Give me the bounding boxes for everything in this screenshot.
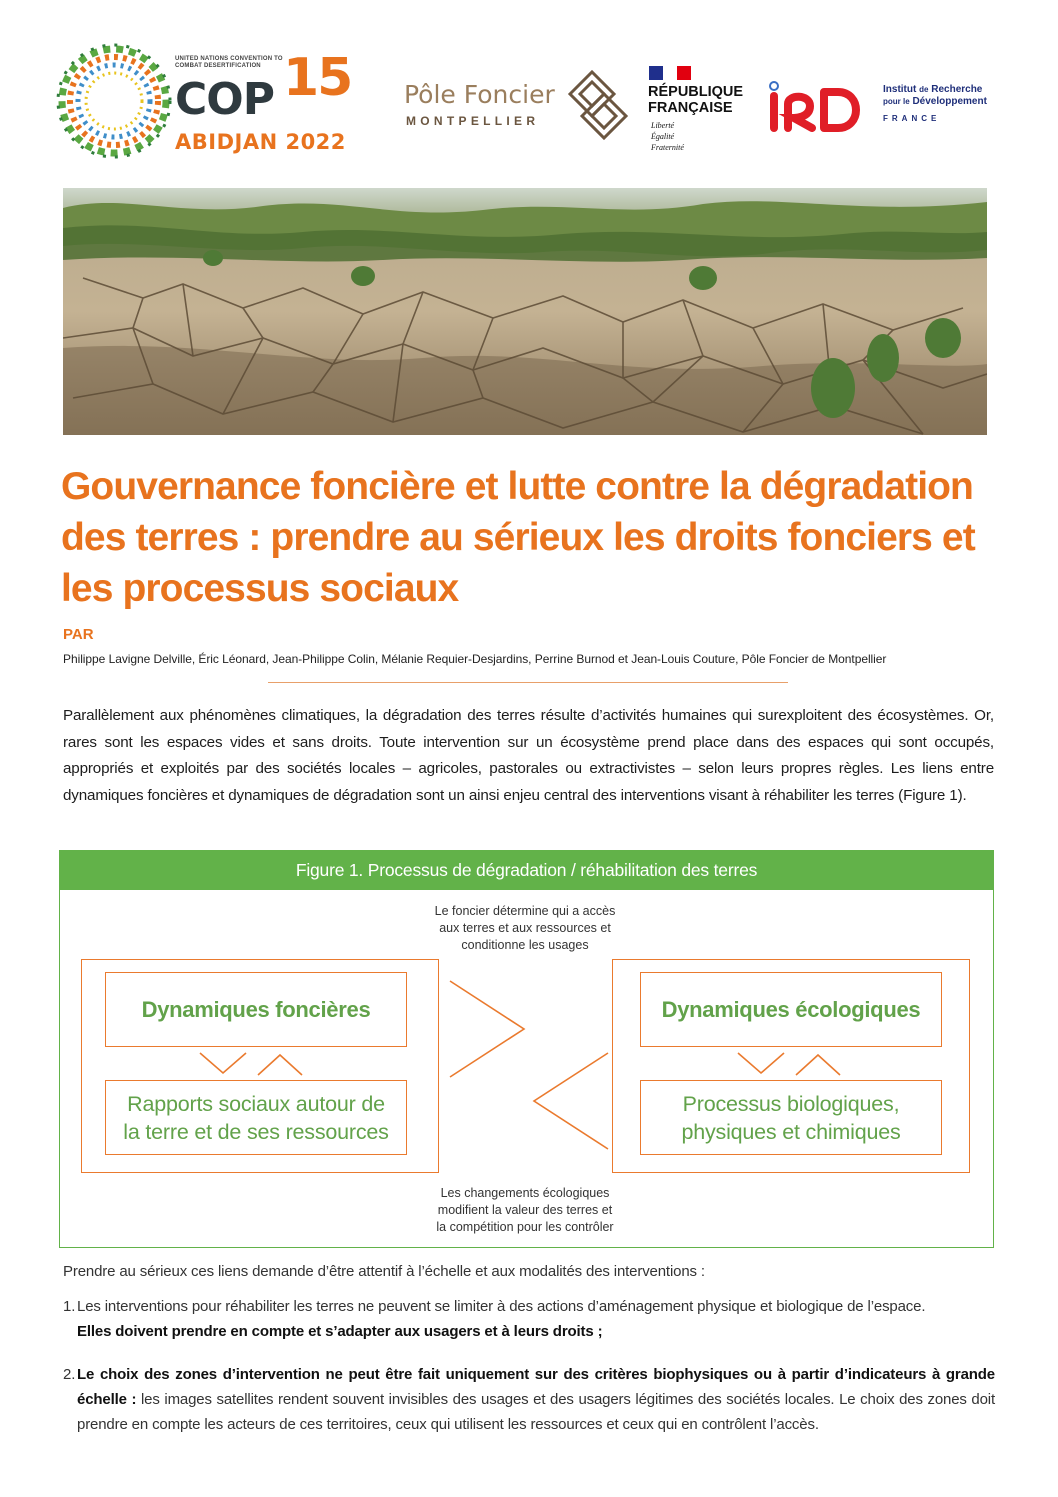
page-title: Gouvernance foncière et lutte contre la dégradation des terres : prendre au sérieux les droits fonciers et les processus sociaux: [61, 465, 975, 610]
cop15-logo: [55, 42, 352, 170]
cop15-city: ABIDJAN 2022: [175, 130, 346, 154]
list-item-2: [63, 1362, 995, 1437]
bio-processes-line1: Processus biologiques,: [682, 1091, 900, 1116]
pole-foncier-city: MONTPELLIER: [406, 114, 540, 128]
land-dynamics-title: Dynamiques foncières: [141, 996, 371, 1022]
social-relations-line2: la terre et de ses ressources: [123, 1119, 389, 1144]
list-lead: Prendre au sérieux ces liens demande d’être attentif à l’échelle et aux modalités des interventions :: [63, 1263, 705, 1280]
list-item-emphasis: Elles doivent prendre en compte et s’adapter aux usagers et à leurs droits ;: [77, 1323, 603, 1340]
cop15-word: COP: [175, 74, 274, 125]
pole-foncier-logo: [402, 64, 632, 154]
right-pointing-arrow-icon: [448, 979, 528, 1081]
intro-paragraph: Parallèlement aux phénomènes climatiques, la dégradation des terres résulte d’activités humaines qui surexploitent des écosystèmes. Or, rares sont les espaces vides et sans droits. Toute intervention sur un écosystème prend place dans des espaces qui sont occupés, appropriés et exploités par des sociétés locales – agricoles, pastorales ou extractivistes – selon leurs propres règles. Les liens entre dynamiques foncières et dynamiques de dégradation sont un ainsi enjeu central des interventions visant à réhabiliter les terres (Figure 1).: [63, 707, 994, 804]
ecological-dynamics-box: [640, 972, 942, 1047]
pole-foncier-name: Pôle Foncier: [404, 80, 555, 109]
social-relations-line1: Rapports sociaux autour de: [127, 1091, 385, 1116]
ird-name: Institut de Recherche pour le Développement: [883, 84, 987, 107]
figure-1: [59, 850, 994, 1248]
republique-motto: Liberté Égalité Fraternité: [651, 121, 684, 152]
list-item-text: Les interventions pour réhabiliter les terres ne peuvent se limiter à des actions d’aménagement physique et biologique de l’espace.: [77, 1298, 926, 1315]
byline-label: PAR: [63, 626, 94, 643]
cop15-wreath-icon: [55, 42, 173, 160]
list-item-1: [63, 1294, 995, 1344]
pole-foncier-mark-icon: [562, 64, 630, 144]
figure-bottom-caption: Les changements écologiques modifient la valeur des terres et la compétition pour les contrôler: [436, 1186, 614, 1234]
cop15-convention-label: UNITED NATIONS CONVENTION TO COMBAT DESERTIFICATION: [175, 56, 283, 69]
land-dynamics-box: [105, 972, 407, 1047]
bio-processes-line2: physiques et chimiques: [681, 1119, 901, 1144]
list-item-number: 2.: [63, 1366, 76, 1383]
left-vertical-arrows-icon: [198, 1051, 318, 1077]
bio-processes-box: [640, 1080, 942, 1155]
list-item-text: les images satellites rendent souvent invisibles des usages et des usagers légitimes des sociétés locales. Le choix des zones doit prendre en compte les acteurs de ces territoires, ceux qui utilisent les ressources et ceux qui en contrôlent l’accès.: [77, 1391, 995, 1433]
left-pointing-arrow-icon: [530, 1051, 610, 1153]
divider: [268, 682, 788, 683]
marianne-flag-icon: [649, 66, 691, 80]
republique-name: RÉPUBLIQUE FRANÇAISE: [648, 84, 744, 116]
republique-francaise-logo: [648, 66, 758, 156]
list-item-number: 1.: [63, 1298, 76, 1315]
cracked-dry-soil-photo: [63, 188, 987, 435]
list-item-emphasis: Le choix des zones d’intervention ne peut être fait uniquement sur des critères biophysiques ou à partir d’indicateurs à grande échelle :: [77, 1366, 995, 1408]
cop15-number: 15: [283, 48, 352, 108]
social-relations-box: [105, 1080, 407, 1155]
ird-country: FRANCE: [883, 114, 941, 123]
ird-mark-icon: [766, 78, 876, 134]
authors-list: Philippe Lavigne Delville, Éric Léonard, Jean-Philippe Colin, Mélanie Requier-Desjardins, Perrine Burnod et Jean-Louis Couture, Pôle Foncier de Montpellier: [63, 652, 887, 666]
ird-logo: [766, 78, 1006, 138]
figure-top-caption: Le foncier détermine qui a accès aux terres et aux ressources et conditionne les usages: [434, 904, 616, 952]
right-vertical-arrows-icon: [736, 1051, 856, 1077]
figure-title: Figure 1. Processus de dégradation / réhabilitation des terres: [60, 851, 993, 890]
ecological-dynamics-title: Dynamiques écologiques: [661, 996, 921, 1022]
logo-band: [0, 0, 1058, 175]
